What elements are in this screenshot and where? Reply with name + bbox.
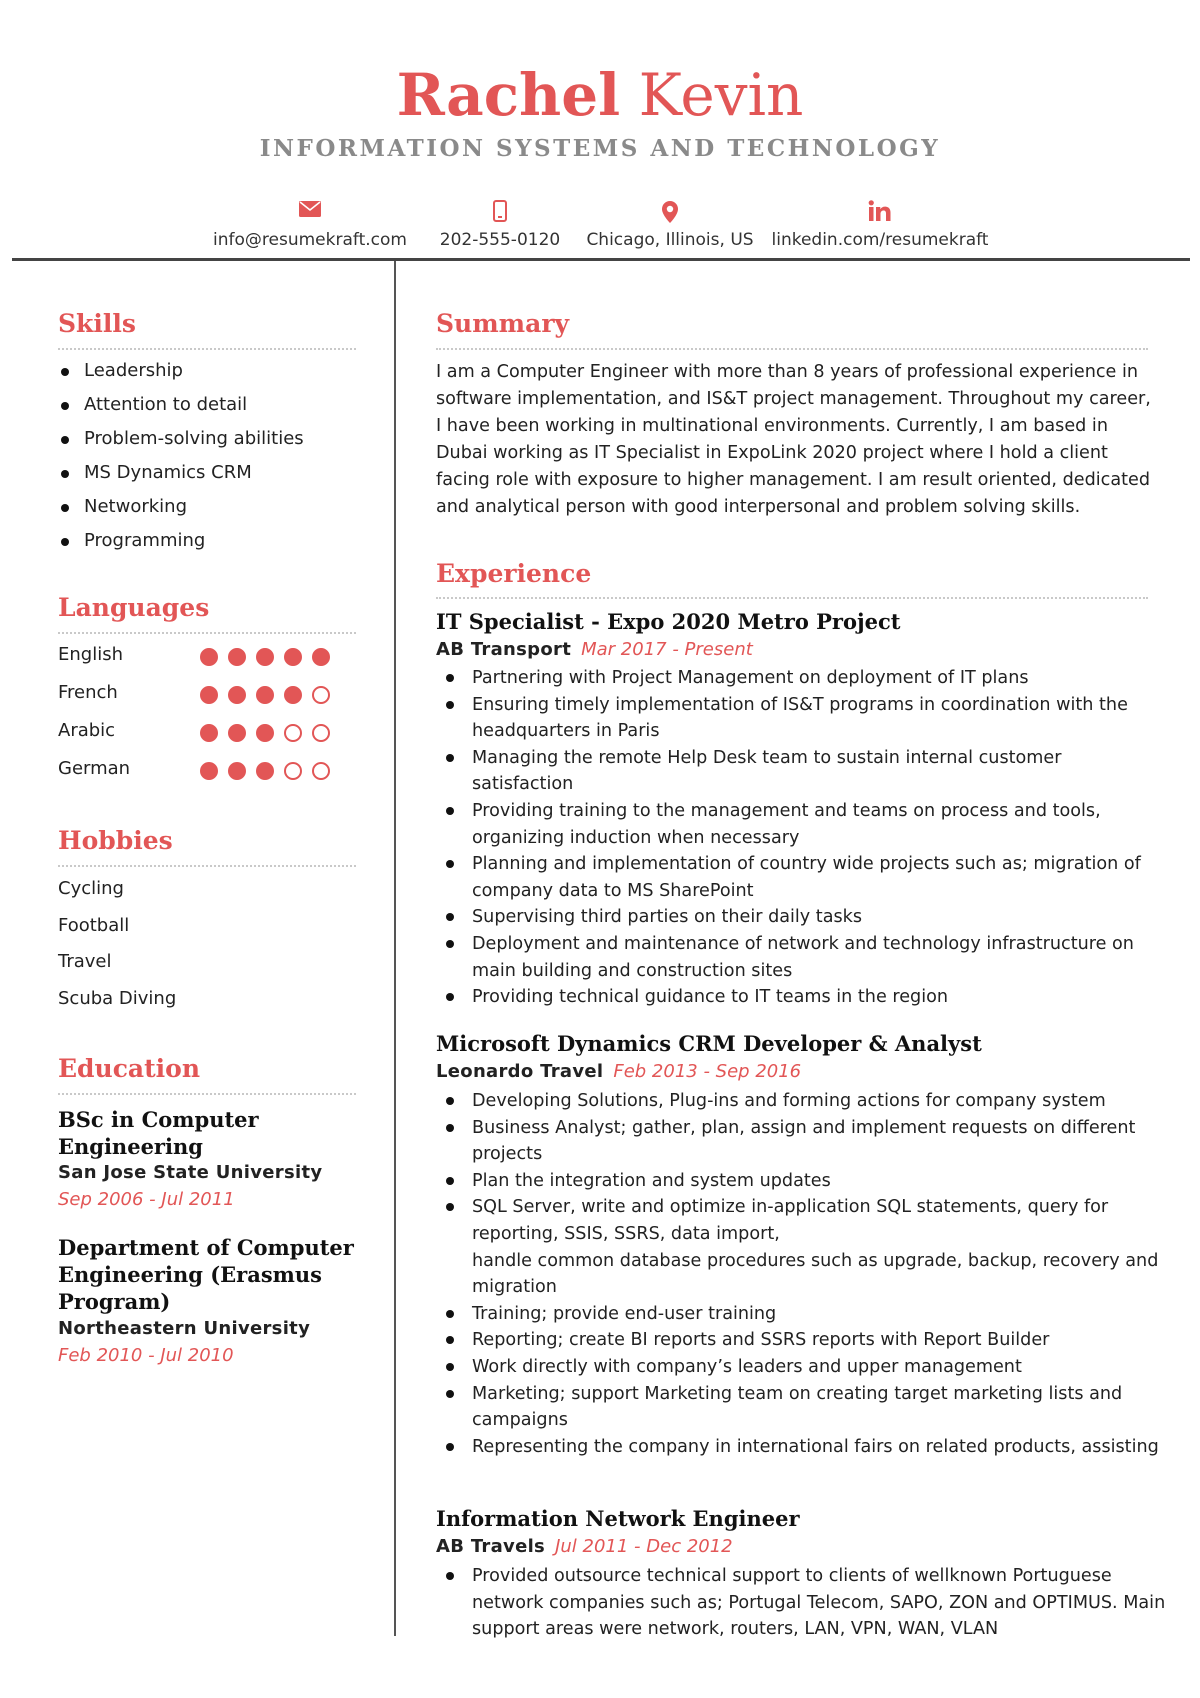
job-dates: Mar 2017 - Present	[581, 639, 753, 660]
education-school: San Jose State University	[58, 1162, 323, 1183]
job-title: IT Specialist - Expo 2020 Metro Project	[436, 609, 901, 634]
level-dot-filled	[228, 648, 246, 666]
level-dot-filled	[256, 724, 274, 742]
education-heading: Education	[58, 1054, 201, 1083]
job-bullets	[436, 1563, 1166, 1643]
level-dot-filled	[228, 686, 246, 704]
column-divider	[394, 261, 396, 1636]
job-bullet: Provided outsource technical support to clients of wellknown Portuguese network companies such as; Portugal Telecom, SAPO, ZON and OPTIMUS. Main support areas were network, routers, LAN, VPN, WAN, VLAN	[436, 1563, 1166, 1643]
candidate-name	[0, 62, 1200, 128]
hobby-item: Travel	[58, 951, 112, 972]
phone-text: 202-555-0120	[439, 230, 561, 250]
level-dot-filled	[256, 762, 274, 780]
job-dates: Feb 2013 - Sep 2016	[613, 1061, 802, 1082]
job-bullet: Plan the integration and system updates	[436, 1168, 1166, 1195]
job-bullet: Work directly with company’s leaders and upper management	[436, 1354, 1166, 1381]
job-bullet: Ensuring timely implementation of IS&T programs in coordination with the headquarters in Paris	[436, 692, 1166, 745]
envelope-icon	[210, 200, 410, 230]
summary-rule	[436, 348, 1148, 350]
job-company: AB Travels	[436, 1536, 546, 1557]
languages-heading: Languages	[58, 593, 210, 622]
hobby-item: Scuba Diving	[58, 988, 177, 1009]
location-text: Chicago, Illinois, US	[586, 230, 754, 250]
job-bullet-text: SQL Server, write and optimize in-application SQL statements, query for reporting, SSIS, SSRS, data import,	[472, 1197, 1109, 1244]
level-dot-filled	[256, 686, 274, 704]
linkedin-text: linkedin.com/resumekraft	[771, 230, 989, 250]
contact-bar	[0, 200, 1200, 260]
job-bullet: Reporting; create BI reports and SSRS reports with Report Builder	[436, 1327, 1166, 1354]
skills-rule	[58, 348, 356, 350]
job-meta	[436, 1536, 733, 1557]
job-bullet: Developing Solutions, Plug-ins and forming actions for company system	[436, 1088, 1166, 1115]
level-dot-empty	[284, 724, 302, 742]
language-name: Arabic	[58, 720, 116, 741]
education-dates: Sep 2006 - Jul 2011	[58, 1189, 235, 1210]
linkedin-icon	[770, 200, 990, 230]
header-divider	[12, 258, 1190, 261]
job-title: Microsoft Dynamics CRM Developer & Analyst	[436, 1031, 982, 1056]
contact-email	[210, 200, 410, 250]
language-name: German	[58, 758, 131, 779]
hobby-item: Cycling	[58, 878, 124, 899]
job-bullet: Planning and implementation of country wide projects such as; migration of company data to MS SharePoint	[436, 851, 1166, 904]
level-dot-empty	[312, 762, 330, 780]
job-bullet: Training; provide end-user training	[436, 1301, 1166, 1328]
last-name: Kevin	[638, 61, 804, 129]
job-headline: INFORMATION SYSTEMS AND TECHNOLOGY	[259, 135, 941, 162]
skills-heading: Skills	[58, 309, 136, 338]
level-dot-filled	[228, 762, 246, 780]
job-bullets	[436, 665, 1166, 1011]
job-bullet: Business Analyst; gather, plan, assign and implement requests on different projects	[436, 1115, 1166, 1168]
job-dates: Jul 2011 - Dec 2012	[555, 1536, 733, 1557]
language-row	[58, 644, 358, 674]
skill-item: Networking	[58, 494, 358, 528]
job-bullet: Representing the company in international fairs on related products, assisting	[436, 1434, 1166, 1461]
contact-location	[580, 200, 760, 250]
level-dot-empty	[312, 724, 330, 742]
experience-heading: Experience	[436, 559, 592, 588]
language-row	[58, 758, 358, 788]
education-degree: BSc in Computer Engineering	[58, 1107, 259, 1159]
job-bullet: Supervising third parties on their daily tasks	[436, 904, 1166, 931]
job-bullet	[436, 1194, 1166, 1300]
level-dot-filled	[200, 724, 218, 742]
level-dot-filled	[200, 686, 218, 704]
skill-item: Programming	[58, 528, 358, 562]
job-title: Information Network Engineer	[436, 1506, 800, 1531]
job-meta	[436, 1061, 801, 1082]
education-degree: Department of Computer Engineering (Erasmus Program)	[58, 1235, 354, 1314]
skill-item: Leadership	[58, 358, 358, 392]
language-name: French	[58, 682, 118, 703]
job-bullet: Partnering with Project Management on deployment of IT plans	[436, 665, 1166, 692]
level-dot-filled	[228, 724, 246, 742]
job-bullets	[436, 1088, 1166, 1460]
summary-heading: Summary	[436, 309, 570, 338]
level-dot-filled	[284, 686, 302, 704]
email-text: info@resumekraft.com	[213, 230, 407, 250]
experience-rule	[436, 597, 1148, 599]
job-company: AB Transport	[436, 639, 572, 660]
job-bullet: Managing the remote Help Desk team to sustain internal customer satisfaction	[436, 745, 1166, 798]
map-pin-icon	[580, 200, 760, 230]
education-school: Northeastern University	[58, 1318, 311, 1339]
level-dot-filled	[284, 648, 302, 666]
skill-item: MS Dynamics CRM	[58, 460, 358, 494]
level-dot-empty	[284, 762, 302, 780]
job-bullet: Deployment and maintenance of network and technology infrastructure on main building and construction sites	[436, 931, 1166, 984]
job-bullet: Providing training to the management and teams on process and tools, organizing induction when necessary	[436, 798, 1166, 851]
hobby-item: Football	[58, 915, 130, 936]
job-bullet-continuation: handle common database procedures such as upgrade, backup, recovery and migration	[472, 1250, 1159, 1298]
language-row	[58, 682, 358, 712]
level-dot-filled	[200, 762, 218, 780]
contact-linkedin	[770, 200, 990, 250]
education-dates: Feb 2010 - Jul 2010	[58, 1345, 234, 1366]
hobbies-rule	[58, 865, 356, 867]
education-rule	[58, 1093, 356, 1095]
level-dot-empty	[312, 686, 330, 704]
languages-rule	[58, 632, 356, 634]
summary-paragraph: I am a Computer Engineer with more than 8 years of professional experience in software implementation, and IS&T project management. Throughout my career, I have been working in multinational environments. Currently, I am based in Dubai working as IT Specialist in ExpoLink 2020 project where I hold a client facing role with exposure to higher management. I am result oriented, dedicated and analytical person with good interpersonal and problem solving skills.	[436, 362, 1151, 517]
first-name: Rachel	[396, 61, 621, 129]
job-bullet: Providing technical guidance to IT teams in the region	[436, 984, 1166, 1011]
level-dot-filled	[312, 648, 330, 666]
mobile-phone-icon	[420, 200, 580, 230]
language-name: English	[58, 644, 123, 665]
skills-list	[58, 358, 358, 562]
language-row	[58, 720, 358, 750]
level-dot-filled	[200, 648, 218, 666]
job-bullet: Marketing; support Marketing team on creating target marketing lists and campaigns	[436, 1381, 1166, 1434]
level-dot-filled	[256, 648, 274, 666]
contact-phone	[420, 200, 580, 250]
skill-item: Problem-solving abilities	[58, 426, 358, 460]
hobbies-heading: Hobbies	[58, 826, 173, 855]
skill-item: Attention to detail	[58, 392, 358, 426]
job-meta	[436, 639, 753, 660]
job-company: Leonardo Travel	[436, 1061, 604, 1082]
